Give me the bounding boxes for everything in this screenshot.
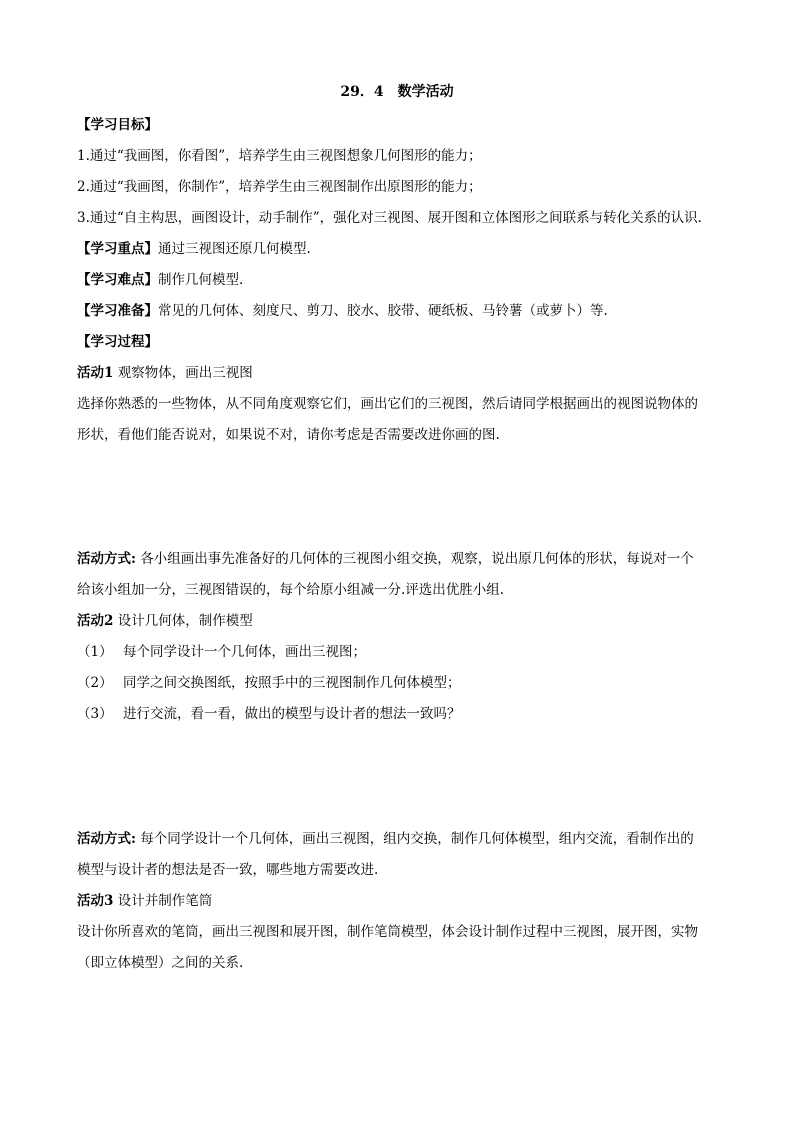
- activity1-heading: [77, 363, 727, 383]
- activity3-label: 活动3: [77, 893, 114, 909]
- activity2-method-text: 每个同学设计一个几何体，画出三视图，组内交换，制作几何体模型，组内交流，看制作出的: [135, 831, 694, 847]
- activity2-method-line-2: 模型与设计者的想法是否一致，哪些地方需要改进.: [77, 862, 379, 878]
- goal-item-3: 3.通过“自主构思，画图设计，动手制作”，强化对三视图、展开图和立体图形之间联系与转化关系的认识.: [77, 210, 702, 226]
- activity2-step-1-text: 每个同学设计一个几何体，画出三视图；: [123, 644, 366, 660]
- preparation: [77, 301, 727, 321]
- activity2-method-label: 活动方式:: [77, 831, 136, 847]
- activity2-step-3-num: （3）: [77, 706, 113, 722]
- goals-heading: 【学习目标】: [77, 117, 158, 133]
- key-point-text: 通过三视图还原几何模型.: [158, 241, 311, 257]
- activity2-step-1-num: （1）: [77, 644, 113, 660]
- activity3-heading: [77, 891, 727, 911]
- key-point: [77, 239, 727, 259]
- key-point-label: 【学习重点】: [77, 241, 158, 257]
- activity3-body-line-1: 设计你所喜欢的笔筒，画出三视图和展开图，制作笔筒模型，体会设计制作过程中三视图，展开图，实物: [77, 924, 698, 940]
- activity1-method-line-1: [77, 549, 727, 569]
- goal-item-2: 2.通过“我画图，你制作”，培养学生由三视图制作出原图形的能力；: [77, 179, 482, 195]
- activity2-step-3-text: 进行交流，看一看，做出的模型与设计者的想法一致吗？: [123, 706, 461, 722]
- activity1-label: 活动1: [77, 365, 114, 381]
- activity1-body-line-1: 选择你熟悉的一些物体，从不同角度观察它们，画出它们的三视图，然后请同学根据画出的视图说物体的: [77, 396, 698, 412]
- goal-item-1: 1.通过“我画图，你看图”，培养学生由三视图想象几何图形的能力；: [77, 148, 482, 164]
- activity2-step-2-text: 同学之间交换图纸，按照手中的三视图制作几何体模型；: [123, 675, 461, 691]
- activity3-body-line-2: （即立体模型）之间的关系.: [77, 955, 244, 971]
- activity2-label: 活动2: [77, 613, 114, 629]
- page-title: 29．4 数学活动: [340, 84, 454, 100]
- activity3-title: 设计并制作笔筒: [113, 893, 213, 909]
- difficulty: [77, 270, 727, 290]
- activity2-step-3: [77, 704, 727, 724]
- activity1-method-text: 各小组画出事先准备好的几何体的三视图小组交换，观察，说出原几何体的形状，每说对一个: [135, 551, 694, 567]
- activity2-step-2-num: （2）: [77, 675, 113, 691]
- difficulty-label: 【学习难点】: [77, 272, 158, 288]
- activity2-method-line-1: [77, 829, 727, 849]
- process-heading: 【学习过程】: [77, 334, 158, 350]
- activity1-title: 观察物体，画出三视图: [113, 365, 253, 381]
- activity2-heading: [77, 611, 727, 631]
- activity1-method-line-2: 给该小组加一分，三视图错误的，每个给原小组减一分.评选出优胜小组.: [77, 582, 505, 598]
- preparation-text: 常见的几何体、刻度尺、剪刀、胶水、胶带、硬纸板、马铃薯（或萝卜）等.: [158, 303, 608, 319]
- difficulty-text: 制作几何模型.: [158, 272, 244, 288]
- preparation-label: 【学习准备】: [77, 303, 158, 319]
- activity1-method-label: 活动方式:: [77, 551, 136, 567]
- activity2-step-1: [77, 642, 727, 662]
- activity2-title: 设计几何体，制作模型: [113, 613, 253, 629]
- activity1-body-line-2: 形状，看他们能否说对，如果说不对，请你考虑是否需要改进你画的图.: [77, 427, 500, 443]
- activity2-step-2: [77, 673, 727, 693]
